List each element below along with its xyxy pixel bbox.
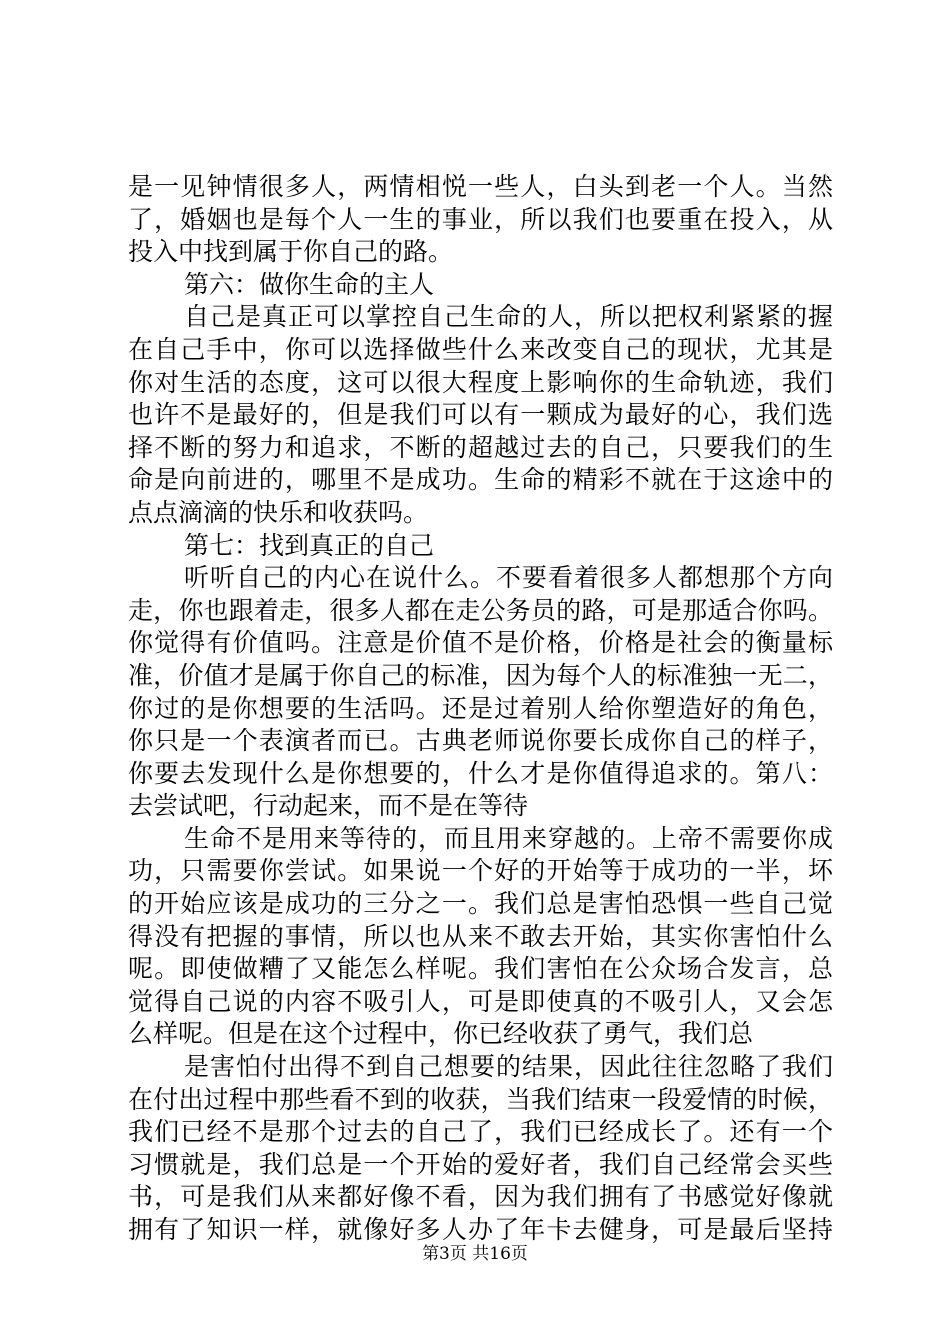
- text-line: 也许不是最好的，但是我们可以有一颗成为最好的心，我们选: [128, 400, 833, 430]
- text-line: 我们已经不是那个过去的自己了，我们已经成长了。还有一个: [128, 1117, 833, 1147]
- text-line: 么样呢。但是在这个过程中，你已经收获了勇气，我们总: [128, 1019, 754, 1049]
- text-line: 得没有把握的事情，所以也从来不敢去开始，其实你害怕什么: [128, 921, 833, 951]
- body-text: [128, 171, 833, 1247]
- text-line: 觉得自己说的内容不吸引人，可是即使真的不吸引人，又会怎: [128, 986, 833, 1016]
- text-line: 第六：做你生命的主人: [184, 269, 435, 299]
- text-line: 习惯就是，我们总是一个开始的爱好者，我们自己经常会买些: [128, 1149, 833, 1179]
- text-line: 你觉得有价值吗。注意是价值不是价格，价格是社会的衡量标: [128, 628, 833, 658]
- text-line: 功，只需要你尝试。如果说一个好的开始等于成功的一半，坏: [128, 856, 833, 886]
- text-line: 自己是真正可以掌控自己生命的人，所以把权利紧紧的握: [184, 302, 833, 332]
- text-line: 在自己手中，你可以选择做些什么来改变自己的现状，尤其是: [128, 334, 833, 364]
- text-line: 第七：找到真正的自己: [184, 530, 435, 560]
- text-line: 书，可是我们从来都好像不看，因为我们拥有了书感觉好像就: [128, 1182, 833, 1212]
- text-line: 生命不是用来等待的，而且用来穿越的。上帝不需要你成: [184, 823, 833, 853]
- text-line: 在付出过程中那些看不到的收获，当我们结束一段爱情的时候，: [128, 1084, 833, 1114]
- text-line: 准，价值才是属于你自己的标准，因为每个人的标准独一无二，: [128, 660, 833, 690]
- text-line: 听听自己的内心在说什么。不要看着很多人都想那个方向: [184, 563, 833, 593]
- text-line: 你对生活的态度，这可以很大程度上影响你的生命轨迹，我们: [128, 367, 833, 397]
- text-line: 走，你也跟着走，很多人都在走公务员的路，可是那适合你吗。: [128, 595, 833, 625]
- text-line: 你只是一个表演者而已。古典老师说你要长成你自己的样子，: [128, 726, 833, 756]
- text-line: 呢。即使做糟了又能怎么样呢。我们害怕在公众场合发言，总: [128, 954, 833, 984]
- text-line: 的开始应该是成功的三分之一。我们总是害怕恐惧一些自己觉: [128, 889, 833, 919]
- text-line: 了，婚姻也是每个人一生的事业，所以我们也要重在投入，从: [128, 204, 833, 234]
- text-line: 是一见钟情很多人，两情相悦一些人，白头到老一个人。当然: [128, 172, 833, 201]
- page-footer: 第3页 共16页: [422, 1244, 528, 1264]
- text-line: 你过的是你想要的生活吗。还是过着别人给你塑造好的角色，: [128, 693, 833, 723]
- text-line: 去尝试吧，行动起来，而不是在等待: [128, 791, 529, 821]
- text-line: 拥有了知识一样，就像好多人办了年卡去健身，可是最后坚持: [128, 1215, 833, 1244]
- text-line: 你要去发现什么是你想要的，什么才是你值得追求的。第八：: [128, 758, 833, 788]
- text-line: 择不断的努力和追求，不断的超越过去的自己，只要我们的生: [128, 432, 833, 462]
- text-line: 投入中找到属于你自己的路。: [128, 237, 454, 267]
- text-line: 命是向前进的，哪里不是成功。生命的精彩不就在于这途中的: [128, 465, 833, 495]
- text-line: 是害怕付出得不到自己想要的结果，因此往往忽略了我们: [184, 1052, 833, 1082]
- text-line: 点点滴滴的快乐和收获吗。: [128, 497, 429, 527]
